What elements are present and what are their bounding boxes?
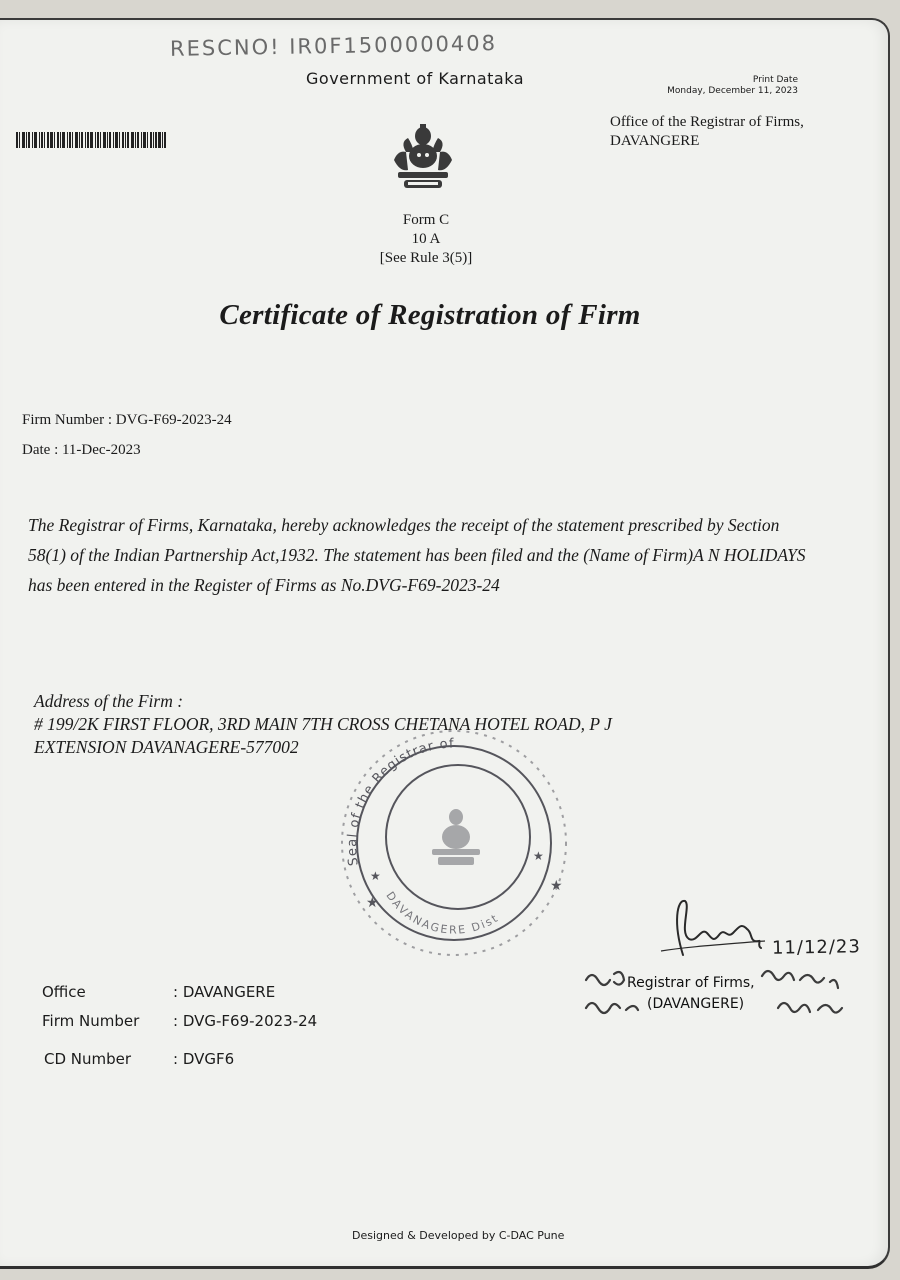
print-date-label: Print Date (752, 75, 798, 85)
form-reference (326, 211, 526, 268)
office-label: Office (42, 983, 86, 1001)
address-line-2: EXTENSION DAVANAGERE-577002 (34, 737, 299, 757)
address-label: Address of the Firm : (34, 691, 184, 711)
acknowledgement-text: The Registrar of Firms, Karnataka, hereby acknowledges the receipt of the statement prescribed by Section 58(1) of the Indian Partnership Act,1932. The statement has been filed and the (Name of Firm)A N HOLIDAYS has been entered in the Register of Firms as No.DVG-F69-2023-24 (28, 515, 806, 595)
kannada-stamp-text (582, 962, 852, 1022)
registrar-place: (DAVANGERE) (647, 996, 745, 1012)
seal-star-icon: ★ (366, 896, 379, 911)
certificate-title: Certificate of Registration of Firm (219, 299, 641, 331)
svg-text:★: ★ (533, 849, 544, 863)
firm-number-label: Firm Number (42, 1012, 140, 1030)
address-line-1: # 199/2K FIRST FLOOR, 3RD MAIN 7TH CROSS CHETANA HOTEL ROAD, P J (34, 714, 612, 734)
signature-date: 11/12/23 (771, 936, 862, 959)
barcode (16, 132, 226, 148)
office-line-1: Office of the Registrar of Firms, (610, 114, 804, 130)
form-line-1: Form C (402, 212, 450, 228)
certificate-page (0, 18, 890, 1269)
state-emblem-icon (384, 122, 462, 192)
office-value: : DAVANGERE (173, 983, 276, 1001)
firm-number-value: : DVG-F69-2023-24 (173, 1012, 318, 1030)
svg-text:★: ★ (550, 879, 563, 894)
form-line-3: [See Rule 3(5)] (379, 250, 473, 266)
cd-number-label: CD Number (44, 1050, 132, 1068)
government-heading: Government of Karnataka (306, 69, 524, 88)
seal-emblem-icon (432, 809, 480, 865)
print-date (640, 75, 798, 97)
print-date-value: Monday, December 11, 2023 (667, 86, 798, 96)
issuing-office (610, 113, 804, 151)
seal-bottom-text: DAVANAGERE Dist (383, 889, 502, 937)
registrar-seal (318, 725, 592, 965)
cd-number-value: : DVGF6 (173, 1050, 235, 1068)
svg-text:★: ★ (370, 869, 381, 883)
handwritten-reference: RESCNO! IR0F1500000408 (169, 31, 498, 61)
registrar-signature (655, 893, 770, 963)
office-line-2: DAVANGERE (610, 133, 700, 149)
firm-number-line: Firm Number : DVG-F69-2023-24 (22, 412, 232, 428)
date-line: Date : 11-Dec-2023 (22, 442, 141, 458)
form-line-2: 10 A (411, 231, 441, 247)
registrar-title: Registrar of Firms, (627, 975, 755, 991)
footer-credit: Designed & Developed by C-DAC Pune (352, 1229, 565, 1242)
seal-outer-text: Seal of the Registrar of (344, 736, 455, 867)
